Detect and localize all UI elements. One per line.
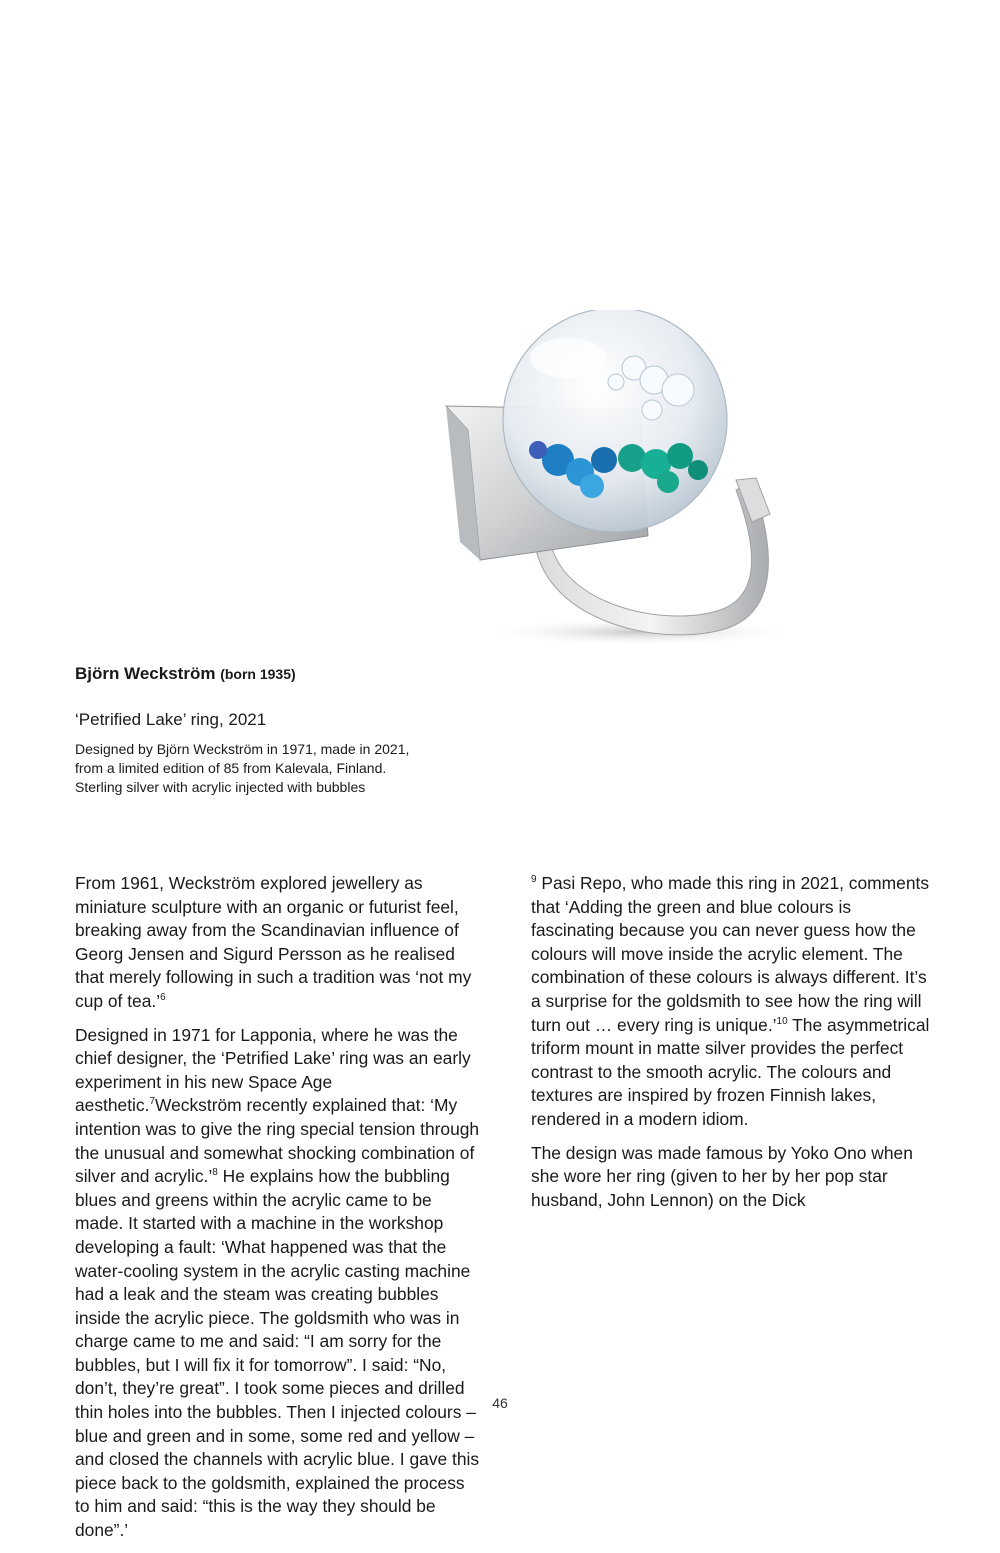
paragraph: From 1961, Weckström explored jewellery as miniature sculpture with an organic or futurist feel, breaking away from the Scandinavian influence of Georg Jensen and Sigurd Persson as he realised that merely following in such a tradition was ‘not my cup of tea.’$^6$ [75, 873, 472, 1011]
artist-heading [75, 664, 515, 684]
details-line: Sterling silver with acrylic injected with bubbles [75, 779, 366, 795]
paragraph: $^9$ Pasi Repo, who made this ring in 2021, comments that ‘Adding the green and blue colours is fascinating because you can never guess how the colours will move inside the acrylic element. The combination of these colours is always different. It’s a surprise for the goldsmith to see how the ring will turn out … every ring is unique.’$^{10}$ The asymmetrical triform mount in matte silver provides the perfect contrast to the smooth acrylic. The colours and textures are inspired by frozen Finnish lakes, rendered in a modern idiom. [531, 873, 930, 1129]
page-number: 46 [492, 1395, 508, 1411]
ring-photograph [440, 310, 800, 650]
details-line: from a limited edition of 85 from Kalevala, Finland. [75, 760, 387, 776]
paragraph: The design was made famous by Yoko Ono when she wore her ring (given to her by her pop star husband, John Lennon) on the Dick [531, 1142, 913, 1210]
footnote-ref: 8 [212, 1167, 218, 1179]
acrylic-dome [503, 310, 727, 532]
footnote-ref: 10 [776, 1015, 788, 1027]
footnote-ref: 7 [149, 1096, 155, 1108]
text-column-right [531, 872, 931, 1222]
artist-dates: (born 1935) [220, 666, 296, 682]
footnote-ref: 9 [531, 874, 537, 886]
work-title: ‘Petrified Lake’ ring, 2021 [75, 710, 267, 729]
footnote-ref: 6 [160, 992, 166, 1004]
paragraph: Designed in 1971 for Lapponia, where he was the chief designer, the ‘Petrified Lake’ ring was an early experiment in his new Space Age aesthetic.$^7$Weckström recently explained that: ‘My intention was to give the ring special tension through the unusual and somewhat shocking combination of silver and acrylic.’$^8$ He explains how the bubbling blues and greens within the acrylic came to be made. It started with a machine in the workshop developing a fault: ‘What happened was that the water-cooling system in the acrylic casting machine had a leak and the steam was creating bubbles inside the acrylic piece. The goldsmith who was in charge came to me and said: “I am sorry for the bubbles, but I will fix it for tomorrow”. I said: “No, don’t, they’re great”. I took some pieces and drilled thin holes into the bubbles. Then I injected colours – blue and green and in some, some red and yellow – and closed the channels with acrylic blue. I gave this piece back to the goldsmith, explained the process to him and said: “this is the way they should be done”.’ [75, 1024, 480, 1541]
details-line: Designed by Björn Weckström in 1971, made in 2021, [75, 741, 410, 757]
caption [75, 664, 515, 797]
work-details [75, 740, 515, 797]
text-column-left [75, 872, 480, 1553]
artist-name: Björn Weckström [75, 664, 216, 683]
